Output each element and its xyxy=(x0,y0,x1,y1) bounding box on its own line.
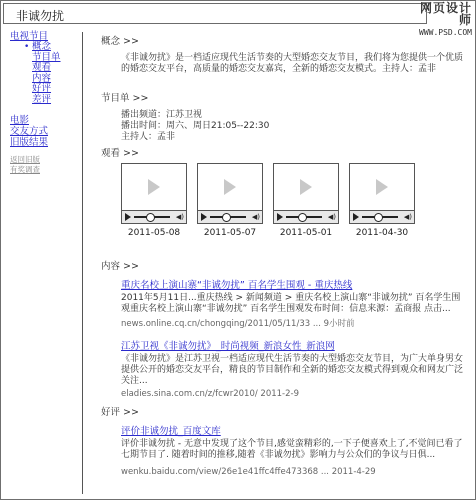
nav-sub-bad-reviews[interactable]: 差评 xyxy=(32,93,52,105)
video-date: 2011-05-08 xyxy=(127,228,181,238)
video-screen[interactable] xyxy=(273,163,339,211)
search-input[interactable] xyxy=(3,3,427,24)
search-query[interactable]: 非诚勿扰 xyxy=(16,9,65,23)
seek-handle[interactable] xyxy=(374,213,383,222)
logo-line1: 网页设计师 xyxy=(419,1,472,27)
volume-icon[interactable]: ◀) xyxy=(327,213,336,221)
schedule-channel: 播出频道：江苏卫视 xyxy=(121,110,203,120)
site-logo xyxy=(408,1,472,37)
video-date: 2011-05-07 xyxy=(203,228,257,238)
review-result-link[interactable]: 评价非诚勿扰_百度文库 xyxy=(121,426,221,437)
play-overlay-icon[interactable] xyxy=(148,179,160,195)
nav-tv-programs[interactable]: 电视节目 xyxy=(10,31,49,42)
play-icon[interactable] xyxy=(201,213,207,221)
play-icon[interactable] xyxy=(277,213,283,221)
volume-icon[interactable]: ◀) xyxy=(403,213,412,221)
schedule-heading: 节目单 >> xyxy=(101,93,149,104)
content-result-desc: 2011年5月11日...重庆热线 > 新闻频道 > 重庆名校上演山寨“非诚勿扰” 百名学生围观重庆名校上演山寨“非诚勿扰” 百名学生围观发布时间：信息来源：孟商报 点击... xyxy=(121,293,461,314)
video-player[interactable] xyxy=(349,163,415,238)
volume-icon[interactable]: ◀) xyxy=(175,213,184,221)
nav-sub-good-reviews[interactable]: 好评 xyxy=(32,83,52,94)
video-controls xyxy=(349,211,415,224)
content-result-url: news.online.cq.cn/chongqing/2011/05/11/33 ... 9小时前 xyxy=(121,319,355,329)
nav-old-results[interactable]: 旧版结果 xyxy=(10,137,49,148)
nav-sub-schedule[interactable]: 节目单 xyxy=(32,51,61,63)
nav-sub-concept[interactable]: • 概念 xyxy=(10,42,80,53)
logo-line2: WWW.PSD.COM xyxy=(419,28,472,37)
nav-dating[interactable]: 交友方式 xyxy=(10,126,49,137)
video-date: 2011-04-30 xyxy=(355,228,409,238)
video-player[interactable] xyxy=(273,163,339,238)
video-list xyxy=(121,163,443,253)
content-heading: 内容 >> xyxy=(101,261,139,272)
review-heading: 好评 >> xyxy=(101,407,139,418)
watch-heading: 观看 >> xyxy=(101,148,139,159)
content-result-url: eladies.sina.com.cn/z/fcwr2010/ 2011-2-9 xyxy=(121,389,300,399)
play-overlay-icon[interactable] xyxy=(224,179,236,195)
seek-handle[interactable] xyxy=(222,213,231,222)
video-player[interactable] xyxy=(121,163,187,238)
play-overlay-icon[interactable] xyxy=(300,179,312,195)
video-screen[interactable] xyxy=(121,163,187,211)
nav-sub-content[interactable]: 内容 xyxy=(32,72,52,84)
nav-sub-watch[interactable]: 观看 xyxy=(32,62,52,73)
schedule-host: 主持人：孟非 xyxy=(121,132,176,142)
video-player[interactable] xyxy=(197,163,263,238)
play-overlay-icon[interactable] xyxy=(376,179,388,195)
content-result-desc: 《非诚勿扰》是江苏卫视一档适应现代生活节奏的大型婚恋交友节目，为广大单身男女提供公开的婚恋交友平台，精良的节目制作和全新的婚恋交友模式得到观众和网友广泛关注... xyxy=(121,354,464,386)
nav-movie[interactable]: 电影 xyxy=(10,115,30,126)
concept-text: 《非诚勿扰》是一档适应现代生活节奏的大型婚恋交友节目，我们将为您提供一个优质的婚恋交友平台，高质量的婚恋交友嘉宾，全新的婚恋交友模式。主持人：孟非 xyxy=(121,53,464,74)
content-result-link[interactable]: 重庆名校上演山寨“非诚勿扰” 百名学生围观 - 重庆热线 xyxy=(121,280,353,291)
left-nav xyxy=(10,31,80,174)
review-result-url: wenku.baidu.com/view/26e1e41ffc4ffe473368 ... 2011-4-29 xyxy=(121,467,376,477)
video-controls xyxy=(273,211,339,224)
video-controls xyxy=(197,211,263,224)
seek-handle[interactable] xyxy=(298,213,307,222)
content-result-link[interactable]: 江苏卫视《非诚勿扰》_时尚视频_新浪女性_新浪网 xyxy=(121,341,335,352)
nav-survey[interactable]: 有奖调查 xyxy=(10,164,40,174)
nav-divider xyxy=(82,32,83,494)
schedule-time: 播出时间：周六、周日21:05--22:30 xyxy=(121,121,270,131)
volume-icon[interactable]: ◀) xyxy=(251,213,260,221)
video-screen[interactable] xyxy=(349,163,415,211)
seek-handle[interactable] xyxy=(146,213,155,222)
video-screen[interactable] xyxy=(197,163,263,211)
video-date: 2011-05-01 xyxy=(279,228,333,238)
concept-heading: 概念 >> xyxy=(101,36,139,47)
play-icon[interactable] xyxy=(353,213,359,221)
video-controls xyxy=(121,211,187,224)
review-result-desc: 评价非诚勿扰 - 无意中发现了这个节目,感觉蛮精彩的,一下子便喜欢上了,不觉间已看了七期节目了. 随着时间的推移,随着《非诚勿扰》影响力与公众们的争议与日俱... xyxy=(121,439,463,460)
play-icon[interactable] xyxy=(125,213,131,221)
nav-back-old-version[interactable]: 返回旧版 xyxy=(10,155,40,164)
